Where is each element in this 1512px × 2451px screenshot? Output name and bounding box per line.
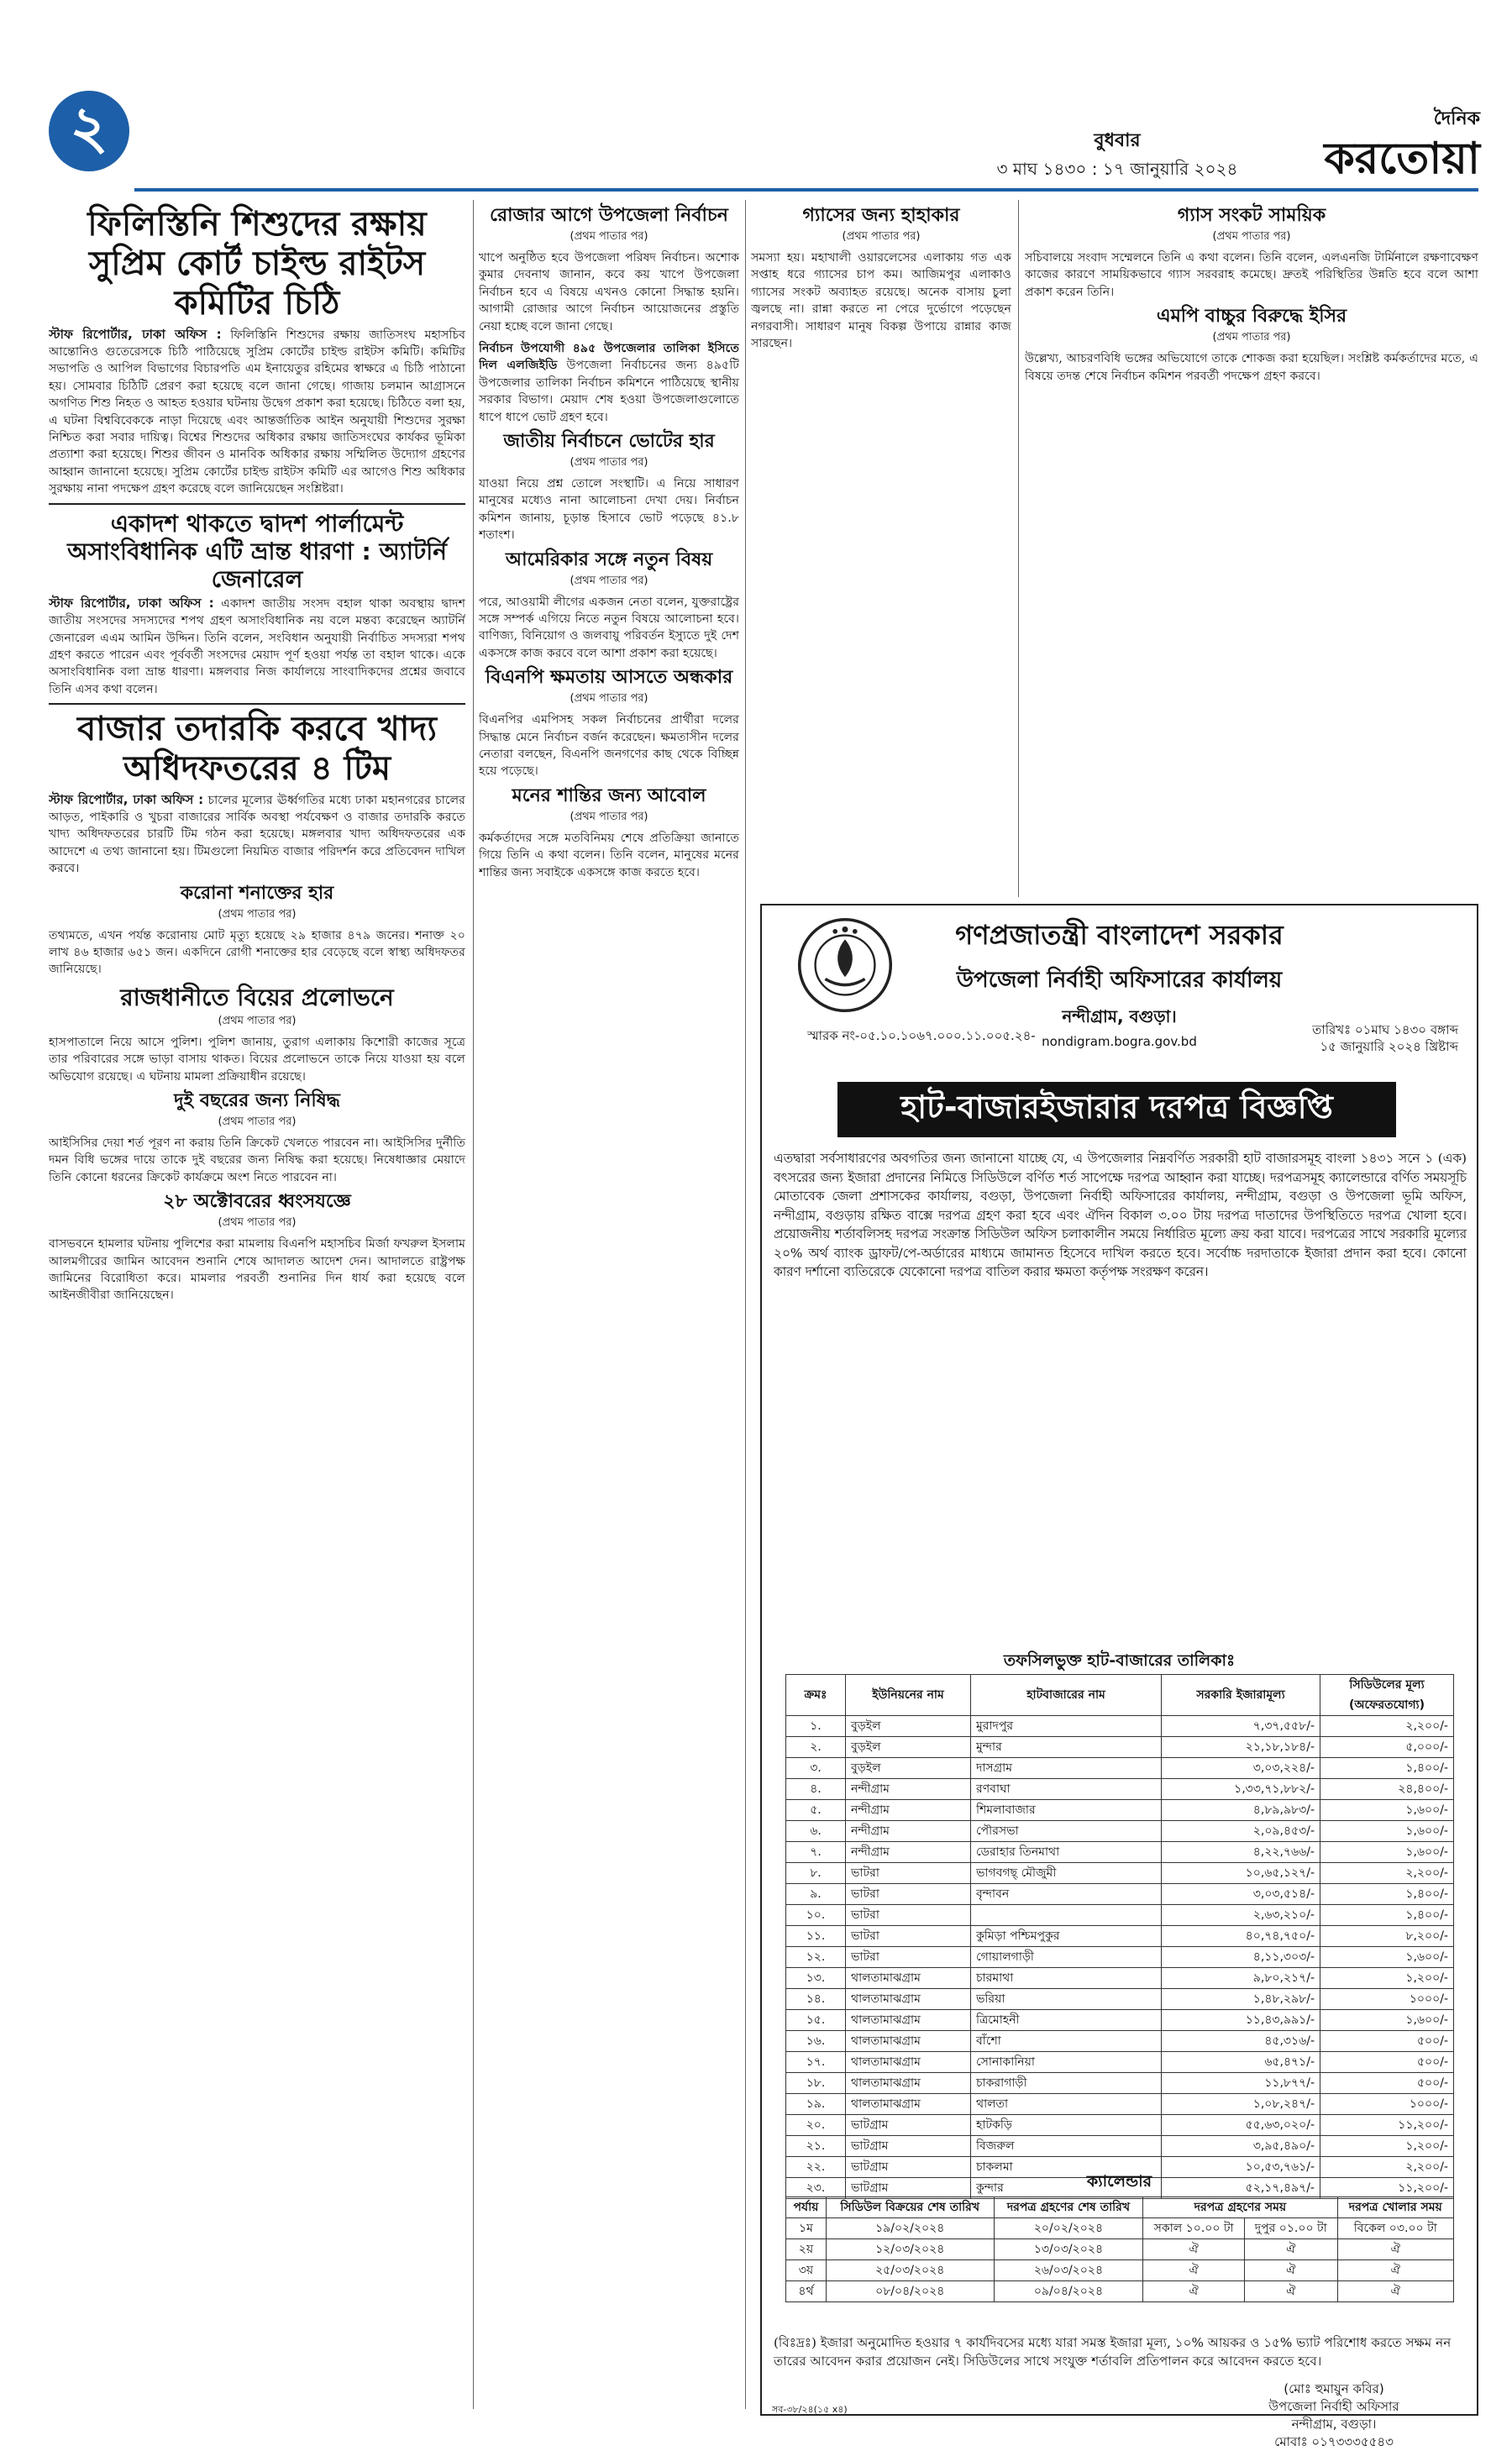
calendar-row: [786, 2281, 1454, 2302]
table-cell: গোয়ালগাড়ী: [971, 1947, 1162, 1968]
table-cell: ১১,২০০/-: [1320, 2115, 1454, 2136]
table-cell: ৫২,১৭,৪৯৭/-: [1162, 2178, 1320, 2199]
table-cell: ৫.: [786, 1800, 846, 1821]
article-body: বাসভবনে হামলার ঘটনায় পুলিশের করা মামলায় বিএনপি মহাসচিব মির্জা ফখরুল ইসলাম আলমগীরের জামিন আবেদন শুনানি শেষে আদালত আদেশ দেন। আদালতে রাষ্ট্রপক্ষ জামিনের বিরোধিতা করে। মামলার পরবর্তী শুনানির দিন ধার্য করা হয়েছে বলে আইনজীবীরা জানিয়েছেন।: [49, 1237, 465, 1303]
table-cell: নন্দীগ্রাম: [846, 1821, 971, 1842]
byline: স্টাফ রিপোর্টার, ঢাকা অফিস :: [49, 326, 222, 342]
table-cell: ১,৪০০/-: [1320, 1758, 1454, 1779]
table-cell: ৬৫,৪৭১/-: [1162, 2052, 1320, 2073]
table-cell: ২,২০০/-: [1320, 2157, 1454, 2178]
table-cell: ৪০,৭৪,৭৫০/-: [1162, 1926, 1320, 1947]
article-body: হাসপাতালে নিয়ে আসে পুলিশ। পুলিশ জানায়, তুরাগ এলাকায় কিশোরী কাজের সূত্রে তার পরিবারের সঙ্গে ভাড়া বাসায় থাকত। বিয়ের প্রলোভনে তাকে নিয়ে যাওয়া হয় বলে অভিযোগ রয়েছে। এ ঘটনায় মামলা প্রক্রিয়াধীন রয়েছে।: [49, 1035, 465, 1084]
masthead-title: করতোয়া: [1324, 134, 1480, 184]
table-cell: ৩,০৩,৫১৪/-: [1162, 1884, 1320, 1905]
table-header-cell: ক্রমঃ: [786, 1675, 846, 1716]
table-cell: হাটকড়ি: [971, 2115, 1162, 2136]
table-cell: বাঁশো: [971, 2031, 1162, 2052]
continued-label: (প্রথম পাতার পর): [218, 1115, 297, 1128]
table-cell: ১১.: [786, 1926, 846, 1947]
table-cell: ৮,২০০/-: [1320, 1926, 1454, 1947]
table-cell: পৌরসভা: [971, 1821, 1162, 1842]
memo-number: স্মারক নং-০৫.১০.১০৬৭.০০০.১১.০০৫.২৪-: [807, 1028, 1036, 1043]
table-cell: থালতামাঝগ্রাম: [846, 2073, 971, 2094]
table-cell: ১,৬০০/-: [1320, 1821, 1454, 1842]
table-row: [786, 1968, 1454, 1989]
table-cell: ত্রিমোহনী: [971, 2010, 1162, 2031]
calendar-cell: ঐ: [1337, 2239, 1454, 2260]
continued-label: (প্রথম পাতার পর): [570, 810, 648, 823]
table-row: [786, 1800, 1454, 1821]
table-cell: ১১,৪৩,৯৯১/-: [1162, 2010, 1320, 2031]
article-headline: বাজার তদারকি করবে খাদ্য অধিদফতরের ৪ টিম: [77, 710, 437, 789]
table-cell: ভাটরা: [846, 1926, 971, 1947]
calendar-cell: দুপুর ০১.০০ টা: [1244, 2218, 1337, 2239]
calendar-cell: সকাল ১০.০০ টা: [1143, 2218, 1245, 2239]
article-body: পরে, আওয়ামী লীগের একজন নেতা বলেন, যুক্তরাষ্ট্রের সঙ্গে সম্পর্ক এগিয়ে নিতে নতুন বিষয়ে আলোচনা হবে। বাণিজ্য, বিনিয়োগ ও জলবায়ু পরিবর্তন ইস্যুতে দুই দেশ একসঙ্গে কাজ করবে বলে আশা প্রকাশ করা হয়েছে।: [479, 595, 739, 660]
table-cell: ২,২০০/-: [1320, 1716, 1454, 1737]
table-row: [786, 2010, 1454, 2031]
article-body: আইসিসির দেয়া শর্ত পূরণ না করায় তিনি ক্রিকেট খেলতে পারবেন না। আইসিসির দুর্নীতি দমন বিধি ভঙ্গের দায়ে তাকে দুই বছরের জন্য নিষিদ্ধ করা হয়েছে। নিষেধাজ্ঞার মেয়াদে তিনি কোনো ধরনের ক্রিকেট কার্যক্রমে অংশ নিতে পারবেন না।: [49, 1136, 465, 1184]
table-cell: ১৮.: [786, 2073, 846, 2094]
table-row: [786, 1989, 1454, 2010]
weekday: বুধবার: [1094, 130, 1141, 151]
article-body: কর্মকর্তাদের সঙ্গে মতবিনিময় শেষে প্রতিক্রিয়া জানাতে গিয়ে তিনি এ কথা বলেন। তিনি বলেন, মানুষের মনের শান্তির জন্য সবাইকে একসঙ্গে কাজ করতে হবে।: [479, 831, 739, 879]
table-body: [786, 1716, 1454, 2199]
table-cell: ১.: [786, 1716, 846, 1737]
table-cell: নন্দীগ্রাম: [846, 1842, 971, 1863]
table-cell: ৬.: [786, 1821, 846, 1842]
ad-body-text: এতদ্বারা সর্বসাধারণের অবগতির জন্য জানানো যাচ্ছে যে, এ উপজেলার নিম্নবর্ণিত সরকারী হাট বাজারসমূহ বাংলা ১৪৩১ সনে ১ (এক) বৎসরের জন্য ইজারা প্রদানের নিমিত্তে সিডিউলে বর্ণিত শর্ত সাপেক্ষে দরপত্র আহ্বান করা যাচ্ছে। দরপত্রসমূহ ক্যালেন্ডারে বর্ণিত সময়সূচি মোতাবেক জেলা প্রশাসকের কার্যালয়, বগুড়া, উপজেলা নির্বাহী অফিসারের কার্যালয়, নন্দীগ্রাম, বগুড়া ও উপজেলা ভূমি অফিস, নন্দীগ্রাম, বগুড়ায় রক্ষিত বাক্সে দরপত্র গ্রহণ করা হবে এবং ঐদিন বিকাল ৩.০০ টায় দরপত্র দাতাদের উপস্থিতিতে দরপত্র খোলা হবে। প্রয়োজনীয় শর্তাবলিসহ দরপত্র সংক্রান্ত সিডিউল অফিস চলাকালীন সময়ে নির্ধারিত মূল্যে ক্রয় করা যাবে। দরপত্রের সাথে সরকারি মূল্যের ২০% অর্থ ব্যাংক ড্রাফট/পে-অর্ডারের মাধ্যমে জামানত হিসেবে দাখিল করতে হবে। সর্বোচ্চ দরদাতাকে ইজারা প্রদান করা হবে। কোনো কারণ দর্শানো ব্যতিরেকে যেকোনো দরপত্র বাতিল করার ক্ষমতা কর্তৃপক্ষ সংরক্ষণ করেন।: [774, 1151, 1467, 1279]
table-cell: ৪,১১,৩০৩/-: [1162, 1947, 1320, 1968]
calendar-cell: ১২/০৩/২০২৪: [826, 2239, 994, 2260]
continued-label: (প্রথম পাতার পর): [218, 1216, 297, 1230]
table-cell: ২,০৯,৪৫৩/-: [1162, 1821, 1320, 1842]
byline: স্টাফ রিপোর্টার, ঢাকা অফিস :: [49, 595, 214, 611]
article-body: সমস্যা হয়। মহাখালী ওয়ারলেসের এলাকায় গত এক সপ্তাহ ধরে গ্যাসের চাপ কম। আজিমপুর এলাকাও গ্যাসের সংকট অব্যাহত রয়েছে। অনেক বাসায় চুলা জ্বলছে না। রান্না করতে না পেরে দুর্ভোগে পড়েছেন নগরবাসী। সাধারণ মানুষ বিকল্প উপায়ে রান্নার কাজ সারছেন।: [751, 250, 1011, 350]
table-row: [786, 1779, 1454, 1800]
signature-block: [1233, 2380, 1435, 2451]
header-rule: [134, 188, 1478, 192]
table-cell: চাকরাগাড়ী: [971, 2073, 1162, 2094]
table-cell: ৫,০০০/-: [1320, 1737, 1454, 1758]
table-cell: থালতা: [971, 2094, 1162, 2115]
table-cell: রণবাঘা: [971, 1779, 1162, 1800]
memo-dates: [1312, 1021, 1458, 1055]
calendar-cell: ১৯/০২/২০২৪: [826, 2218, 994, 2239]
table-cell: ১০,৬৫,১২৭/-: [1162, 1863, 1320, 1884]
table-cell: ৫০০/-: [1320, 2073, 1454, 2094]
calendar-cell: ঐ: [1244, 2281, 1337, 2302]
table-cell: ভাটরা: [846, 1947, 971, 1968]
table-cell: ২,৬৩,২১০/-: [1162, 1905, 1320, 1926]
article-headline: এমপি বাচ্চুর বিরুদ্ধে ইসির: [1156, 306, 1347, 328]
calendar-cell: ঐ: [1337, 2281, 1454, 2302]
table-row: [786, 1905, 1454, 1926]
calendar-cell: ২৫/০৩/২০২৪: [826, 2260, 994, 2281]
table-header-cell: সরকারি ইজারামূল্য: [1162, 1675, 1320, 1716]
table-cell: ১০০০/-: [1320, 1989, 1454, 2010]
continued-label: (প্রথম পাতার পর): [570, 692, 648, 706]
table-row: [786, 2115, 1454, 2136]
article-body: সচিবালয়ে সংবাদ সম্মেলনে তিনি এ কথা বলেন। তিনি বলেন, এলএনজি টার্মিনালে রক্ষণাবেক্ষণ কাজের কারণে সাময়িকভাবে গ্যাস সরবরাহ কমেছে। দ্রুতই পরিস্থিতির উন্নতি হবে বলে আশা প্রকাশ করেন তিনি।: [1025, 250, 1478, 299]
table-cell: দাসগ্রাম: [971, 1758, 1162, 1779]
calendar-header-row: [786, 2197, 1454, 2218]
article-headline: করোনা শনাক্তের হার: [180, 882, 334, 904]
article-headline: রাজধানীতে বিয়ের প্রলোভনে: [120, 983, 394, 1011]
subhead-text: নির্বাচন উপযোগী ৪৯৫ উপজেলার তালিকা ইসিতে দিল এলজিইডি: [479, 341, 739, 373]
table-row: [786, 1821, 1454, 1842]
calendar-header-cell: দরপত্র গ্রহণের শেষ তারিখ: [994, 2197, 1143, 2218]
table-cell: ৫৫,৬৩,০২০/-: [1162, 2115, 1320, 2136]
table-cell: ১,৪০০/-: [1320, 1905, 1454, 1926]
calendar-cell: ০৯/০৪/২০২৪: [994, 2281, 1143, 2302]
article-body: খাপে অনুষ্ঠিত হবে উপজেলা পরিষদ নির্বাচন। অশোক কুমার দেবনাথ জানান, কবে কয় খাপে উপজেলা নির্বাচন হবে এ বিষয়ে এখনও কোনো সিদ্ধান্ত হয়নি। আগামী রোজার আগে নির্বাচন আয়োজনের প্রস্তুতি নেয়া হচ্ছে বলে জানা গেছে।: [479, 250, 739, 333]
table-cell: চাকলমা: [971, 2157, 1162, 2178]
table-cell: ৫০০/-: [1320, 2031, 1454, 2052]
calendar-title: ক্যালেন্ডার: [1086, 2172, 1152, 2191]
continued-label: (প্রথম পাতার পর): [842, 229, 921, 243]
table-cell: ১০০০/-: [1320, 2094, 1454, 2115]
date-bangla: ০১মাঘ ১৪৩০ বঙ্গাব্দ: [1354, 1022, 1458, 1037]
table-row: [786, 2094, 1454, 2115]
table-cell: ৯,৮০,২১৭/-: [1162, 1968, 1320, 1989]
table-cell: ১৩.: [786, 1968, 846, 1989]
table-cell: ৮.: [786, 1863, 846, 1884]
article-headline: আমেরিকার সঙ্গে নতুন বিষয়: [505, 548, 713, 570]
table-cell: ৩,০৩,২২৪/-: [1162, 1758, 1320, 1779]
table-row: [786, 1947, 1454, 1968]
table-cell: নন্দীগ্রাম: [846, 1779, 971, 1800]
signatory-title: উপজেলা নির্বাহী অফিসার: [1268, 2399, 1399, 2414]
page-header: [0, 0, 1512, 198]
calendar-cell: ঐ: [1143, 2281, 1245, 2302]
signatory-name: (মোঃ হুমায়ুন কবির): [1284, 2381, 1384, 2396]
page-number-badge: ২: [49, 91, 129, 171]
calendar-body: [786, 2218, 1454, 2302]
government-emblem-icon: [795, 916, 895, 1015]
table-cell: থালতামাঝগ্রাম: [846, 2052, 971, 2073]
table-cell: ১৬.: [786, 2031, 846, 2052]
table-row: [786, 1863, 1454, 1884]
continued-label: (প্রথম পাতার পর): [1212, 229, 1291, 243]
issue-date: ৩ মাঘ ১৪৩০ : ১৭ জানুয়ারি ২০২৪: [996, 159, 1238, 179]
column-divider: [745, 200, 746, 2409]
table-cell: ১,৬০০/-: [1320, 2010, 1454, 2031]
calendar-cell: ২য়: [786, 2239, 827, 2260]
table-cell: ২,২০০/-: [1320, 1863, 1454, 1884]
table-row: [786, 2052, 1454, 2073]
table-cell: ১৭.: [786, 2052, 846, 2073]
article-headline: গ্যাসের জন্য হাহাকার: [802, 205, 960, 226]
article-text: উপজেলা নির্বাচনের জন্য ৪৯৫টি উপজেলার তালিকা নির্বাচন কমিশনে পাঠিয়েছে স্থানীয় সরকার বিভাগ। মেয়াদ শেষ হওয়া উপজেলাগুলোতে ধাপে ধাপে ভোট গ্রহণ হবে।: [479, 359, 739, 424]
table-cell: থালতামাঝগ্রাম: [846, 1989, 971, 2010]
table-cell: [971, 1905, 1162, 1926]
article-headline: মনের শান্তির জন্য আবোল: [512, 785, 706, 806]
table-cell: ১১,৮৭৭/-: [1162, 2073, 1320, 2094]
table-cell: থালতামাঝগ্রাম: [846, 2031, 971, 2052]
signatory-phone: মোবাঃ ০১৭৩৩৩৫৫৪৩: [1274, 2434, 1394, 2449]
ad-website: nondigram.bogra.gov.bd: [1042, 1034, 1197, 1049]
table-cell: ১,৬০০/-: [1320, 1842, 1454, 1863]
date-gregorian: ১৫ জানুয়ারি ২০২৪ খ্রিষ্টাব্দ: [1320, 1039, 1458, 1054]
table-cell: থালতামাঝগ্রাম: [846, 2010, 971, 2031]
article-headline: একাদশ থাকতে দ্বাদশ পার্লামেন্ট অসাংবিধানিক এটি ভ্রান্ত ধারণা : অ্যাটর্নি জেনারেল: [67, 509, 447, 593]
table-row: [786, 1716, 1454, 1737]
table-cell: বৃন্দাবন: [971, 1884, 1162, 1905]
table-row: [786, 2136, 1454, 2157]
column-left: [49, 200, 465, 2409]
continued-label: (প্রথম পাতার পর): [570, 574, 648, 587]
table-cell: ১১,২০০/-: [1320, 2178, 1454, 2199]
table-cell: ২৩.: [786, 2178, 846, 2199]
table-cell: নন্দীগ্রাম: [846, 1800, 971, 1821]
table-row: [786, 2031, 1454, 2052]
signatory-place: নন্দীগ্রাম, বগুড়া।: [1291, 2417, 1377, 2432]
table-row: [786, 1737, 1454, 1758]
table-cell: ভরিয়া: [971, 1989, 1162, 2010]
tender-advertisement: [760, 904, 1478, 2449]
table-cell: ৪৫,৩১৬/-: [1162, 2031, 1320, 2052]
ad-reference: সব-৩৮/২৪(১৫ x৪): [772, 2404, 848, 2415]
article-headline: রোজার আগে উপজেলা নির্বাচন: [490, 205, 728, 226]
calendar-row: [786, 2239, 1454, 2260]
ad-place: নন্দীগ্রাম, বগুড়া।: [1062, 1006, 1177, 1026]
continued-label: (প্রথম পাতার পর): [218, 1014, 297, 1027]
table-row: [786, 2073, 1454, 2094]
table-cell: ১৫.: [786, 2010, 846, 2031]
article-headline: ২৮ অক্টোবরের ধ্বংসযজ্ঞে: [163, 1191, 351, 1213]
table-cell: কুন্দার: [971, 2178, 1162, 2199]
table-cell: ১,৬০০/-: [1320, 1947, 1454, 1968]
table-cell: থালতামাঝগ্রাম: [846, 1968, 971, 1989]
table-cell: সোনাকানিয়া: [971, 2052, 1162, 2073]
table-cell: ভাটরা: [846, 1863, 971, 1884]
article-body: [49, 791, 465, 878]
table-cell: ১০,৫৩,৭৬১/-: [1162, 2157, 1320, 2178]
article-headline: ফিলিস্তিনি শিশুদের রক্ষায় সুপ্রিম কোর্ট চাইল্ড রাইটস কমিটির চিঠি: [87, 205, 427, 323]
table-row: [786, 1758, 1454, 1779]
calendar-header-cell: দরপত্র গ্রহণের সময়: [1143, 2197, 1337, 2218]
table-cell: ৩,৯৫,৪৯০/-: [1162, 2136, 1320, 2157]
table-cell: ভাটরা: [846, 1884, 971, 1905]
table-row: [786, 1884, 1454, 1905]
ad-government-title: গণপ্রজাতন্ত্রী বাংলাদেশ সরকার: [955, 919, 1284, 951]
table-title: তফসিলভুক্ত হাট-বাজারের তালিকাঃ: [1003, 1651, 1236, 1670]
table-cell: ৪.: [786, 1779, 846, 1800]
table-cell: ৩.: [786, 1758, 846, 1779]
calendar-cell: ২৬/০৩/২০২৪: [994, 2260, 1143, 2281]
calendar-cell: ঐ: [1244, 2239, 1337, 2260]
dateline: [941, 126, 1294, 185]
calendar-header-cell: সিডিউল বিক্রয়ের শেষ তারিখ: [826, 2197, 994, 2218]
table-cell: শিমলাবাজার: [971, 1800, 1162, 1821]
column-divider: [473, 200, 474, 2409]
table-cell: ১০.: [786, 1905, 846, 1926]
calendar-row: [786, 2218, 1454, 2239]
calendar-cell: ঐ: [1143, 2260, 1245, 2281]
divider: [49, 503, 465, 505]
calendar-cell: ঐ: [1244, 2260, 1337, 2281]
calendar-cell: ঐ: [1143, 2239, 1245, 2260]
calendar-cell: ঐ: [1337, 2260, 1454, 2281]
ad-note: (বিঃদ্রঃ) ইজারা অনুমোদিত হওয়ার ৭ কার্যদিবসের মধ্যে যারা সমস্ত ইজারা মূল্য, ১০% আয়কর ও ১৫% ভ্যাট পরিশোধ করতে সক্ষম নন তারের আবেদন করার প্রয়োজন নেই। সিডিউলের সাথে সংযুক্ত শর্তাবলি প্রতিপালন করে আবেদন করতে হবে।: [774, 2335, 1452, 2369]
table-cell: ২১,১৮,১৮৪/-: [1162, 1737, 1320, 1758]
table-cell: ২৪,৪০০/-: [1320, 1779, 1454, 1800]
date-label: তারিখঃ: [1312, 1022, 1352, 1037]
article-headline: জাতীয় নির্বাচনে ভোটের হার: [503, 431, 715, 453]
continued-label: (প্রথম পাতার পর): [570, 455, 648, 469]
table-header-cell: সিডিউলের মূল্য (অফেরতযোগ্য): [1320, 1675, 1454, 1716]
article-headline: বিএনপি ক্ষমতায় আসতে অন্ধকার: [485, 667, 733, 689]
column-center-left: [479, 200, 739, 2409]
table-cell: ভাটগ্রাম: [846, 2136, 971, 2157]
calendar-cell: ৪র্থ: [786, 2281, 827, 2302]
calendar-row: [786, 2260, 1454, 2281]
article-headline: গ্যাস সংকট সাময়িক: [1177, 205, 1326, 226]
column-divider: [1018, 200, 1019, 897]
table-cell: ১৯.: [786, 2094, 846, 2115]
table-cell: ৭.: [786, 1842, 846, 1863]
table-header-cell: হাটবাজারের নাম: [971, 1675, 1162, 1716]
table-cell: ১,৩৩,৭১,৮৮২/-: [1162, 1779, 1320, 1800]
article-text: চালের মূল্যের ঊর্ধ্বগতির মধ্যে ঢাকা মহানগরের চালের আড়ত, পাইকারি ও খুচরা বাজারের সার্বিক অবস্থা পর্যবেক্ষণ ও বাজার তদারকি করতে খাদ্য অধিদফতরের চারটি টিম গঠন করা হয়েছে। মঙ্গলবার খাদ্য অধিদফতরের এক আদেশে এ তথ্য জানানো হয়। টিমগুলো নিয়মিত বাজার পরিদর্শন করে প্রতিবেদন দাখিল করবে।: [49, 793, 465, 876]
calendar-cell: ১ম: [786, 2218, 827, 2239]
calendar-cell: ০৮/০৪/২০২৪: [826, 2281, 994, 2302]
ad-banner: হাট-বাজারইজারার দরপত্র বিজ্ঞপ্তি: [837, 1082, 1396, 1137]
table-cell: ২২.: [786, 2157, 846, 2178]
calendar-table: [785, 2196, 1454, 2302]
table-cell: ১,৪০০/-: [1320, 1884, 1454, 1905]
calendar-cell: ১৩/০৩/২০২৪: [994, 2239, 1143, 2260]
article-text: একাদশ জাতীয় সংসদ বহাল থাকা অবস্থায় দ্বাদশ জাতীয় সংসদের সদস্যদের শপথ গ্রহণ অসাংবিধানিক নয় বলে মন্তব্য করেছেন অ্যাটর্নি জেনারেল এএম আমিন উদ্দিন। তিনি বলেন, সংবিধান অনুযায়ী নির্বাচিত সদস্যরা শপথ গ্রহণ করতে পারেন এবং পূর্ববর্তী সংসদের মেয়াদ পূর্ণ হওয়া পর্যন্ত তা বহাল থাকে। একে অসাংবিধানিক বলা ভ্রান্ত ধারণা। মঙ্গলবার নিজ কার্যালয়ে সাংবাদিকদের প্রশ্নের জবাবে তিনি এসব কথা বলেন।: [49, 596, 465, 696]
table-cell: চারমাথা: [971, 1968, 1162, 1989]
table-cell: ১,৬০০/-: [1320, 1800, 1454, 1821]
table-cell: ভাটরা: [846, 1905, 971, 1926]
calendar-cell: বিকেল ০৩.০০ টা: [1337, 2218, 1454, 2239]
byline: স্টাফ রিপোর্টার, ঢাকা অফিস :: [49, 791, 204, 807]
table-cell: ১,৪৮,২৯৮/-: [1162, 1989, 1320, 2010]
article-body: [49, 595, 465, 698]
table-cell: মুন্দার: [971, 1737, 1162, 1758]
calendar-header-cell: পর্যায়: [786, 2197, 827, 2218]
article-body: যাওয়া নিয়ে প্রশ্ন তোলে সংস্থাটি। এ নিয়ে সাধারণ মানুষের মধ্যেও নানা আলোচনা দেখা দেয়। নির্বাচন কমিশন জানায়, চূড়ান্ত হিসাবে ভোট পড়েছে ৪১.৮ শতাংশ।: [479, 476, 739, 543]
continued-label: (প্রথম পাতার পর): [570, 229, 648, 243]
table-cell: ২.: [786, 1737, 846, 1758]
table-row: [786, 1842, 1454, 1863]
continued-label: (প্রথম পাতার পর): [218, 907, 297, 921]
table-cell: ১৪.: [786, 1989, 846, 2010]
table-cell: ভাটগ্রাম: [846, 2178, 971, 2199]
table-cell: ভাগবগছ্ মৌজুমী: [971, 1863, 1162, 1884]
table-cell: কুমিড়া পশ্চিমপুকুর: [971, 1926, 1162, 1947]
table-cell: ভাটগ্রাম: [846, 2115, 971, 2136]
table-cell: বিজরুল: [971, 2136, 1162, 2157]
table-cell: ২১.: [786, 2136, 846, 2157]
table-cell: ১,০৮,২৪৭/-: [1162, 2094, 1320, 2115]
table-cell: ৫০০/-: [1320, 2052, 1454, 2073]
article-body: বিএনপির এমপিসহ সকল নির্বাচনের প্রার্থীরা দলের সিদ্ধান্ত মেনে নির্বাচন বর্জন করেছেন। ক্ষমতাসীন দলের নেতারা বলছেন, বিএনপি জনগণের কাছ থেকে বিচ্ছিন্ন হয়ে পড়েছে।: [479, 713, 739, 779]
table-cell: ১,২০০/-: [1320, 1968, 1454, 1989]
table-cell: থালতামাঝগ্রাম: [846, 2094, 971, 2115]
table-cell: ৪,২২,৭৬৬/-: [1162, 1842, 1320, 1863]
table-cell: বুড়ইল: [846, 1737, 971, 1758]
continued-label: (প্রথম পাতার পর): [1212, 331, 1291, 344]
article-headline: দুই বছরের জন্য নিষিদ্ধ: [174, 1089, 340, 1111]
table-cell: মুরাদপুর: [971, 1716, 1162, 1737]
divider: [49, 703, 465, 705]
table-cell: বুড়ইল: [846, 1716, 971, 1737]
table-header-row: [786, 1675, 1454, 1716]
market-list-table: [785, 1674, 1454, 2199]
article-text: ফিলিস্তিনি শিশুদের রক্ষায় জাতিসংঘ মহাসচিব আন্তোনিও গুতেরেসকে চিঠি পাঠিয়েছে সুপ্রিম কোর্টের চাইল্ড রাইটস কমিটি। কমিটির সভাপতি ও আপিল বিভাগের বিচারপতি এম ইনায়েতুর রহিমের স্বাক্ষরে এ চিঠি পাঠানো হয়। সোমবার চিঠিটি প্রেরণ করা হয়েছে বলে জানা গেছে। গাজায় চলমান আগ্রাসনে অগণিত শিশু নিহত ও আহত হওয়ার ঘটনায় উদ্বেগ প্রকাশ করা হয়েছে। চিঠিতে বলা হয়, এ ঘটনা বিশ্ববিবেককে নাড়া দিয়েছে এবং আন্তর্জাতিক আইন অনুযায়ী শিশুদের সুরক্ষা নিশ্চিত করা সবার দায়িত্ব। বিশ্বের শিশুদের অধিকার রক্ষায় জাতিসংঘের কার্যকর ভূমিকা প্রত্যাশা করা হয়েছে। শিশুর জীবন ও মানবিক অধিকার রক্ষায় সম্মিলিত উদ্যোগ গ্রহণের আহ্বান জানানো হয়েছে। সুপ্রিম কোর্টের চাইল্ড রাইটস কমিটি এর আগেও শিশু অধিকার সুরক্ষায় নানা পদক্ষেপ গ্রহণ করেছে বলে জানিয়েছেন সংশ্লিষ্টরা।: [49, 328, 465, 496]
table-cell: ২০.: [786, 2115, 846, 2136]
table-cell: ডেরাহার তিনমাথা: [971, 1842, 1162, 1863]
calendar-cell: ২০/০২/২০২৪: [994, 2218, 1143, 2239]
table-cell: ৭,৩৭,৫৫৮/-: [1162, 1716, 1320, 1737]
table-header-cell: ইউনিয়নের নাম: [846, 1675, 971, 1716]
article-body: [49, 326, 465, 498]
article-subhead: [479, 340, 739, 426]
ad-office-name: উপজেলা নির্বাহী অফিসারের কার্যালয়: [956, 968, 1283, 993]
table-row: [786, 1926, 1454, 1947]
table-cell: ৯.: [786, 1884, 846, 1905]
calendar-header-cell: দরপত্র খোলার সময়: [1337, 2197, 1454, 2218]
table-cell: বুড়ইল: [846, 1758, 971, 1779]
table-cell: ১,২০০/-: [1320, 2136, 1454, 2157]
calendar-cell: ৩য়: [786, 2260, 827, 2281]
newspaper-masthead: [1304, 104, 1480, 186]
table-cell: ১২.: [786, 1947, 846, 1968]
article-body: তথ্যমতে, এখন পর্যন্ত করোনায় মোট মৃত্যু হয়েছে ২৯ হাজার ৪৭৯ জনের। শনাক্ত ২০ লাখ ৪৬ হাজার ৬৫১ জন। একদিনে রোগী শনাক্তের হার বেড়েছে বলে স্বাস্থ্য অধিদফতর জানিয়েছে।: [49, 928, 465, 977]
table-cell: ৪,৮৯,৯৮৩/-: [1162, 1800, 1320, 1821]
masthead-daily: দৈনিক: [1433, 108, 1480, 129]
table-cell: ভাটগ্রাম: [846, 2157, 971, 2178]
article-body: উল্লেখ্য, আচরণবিধি ভঙ্গের অভিযোগে তাকে শোকজ করা হয়েছিল। সংশ্লিষ্ট কর্মকর্তাদের মতে, এ বিষয়ে তদন্ত শেষে নির্বাচন কমিশন পরবর্তী পদক্ষেপ গ্রহণ করবে।: [1025, 352, 1478, 383]
